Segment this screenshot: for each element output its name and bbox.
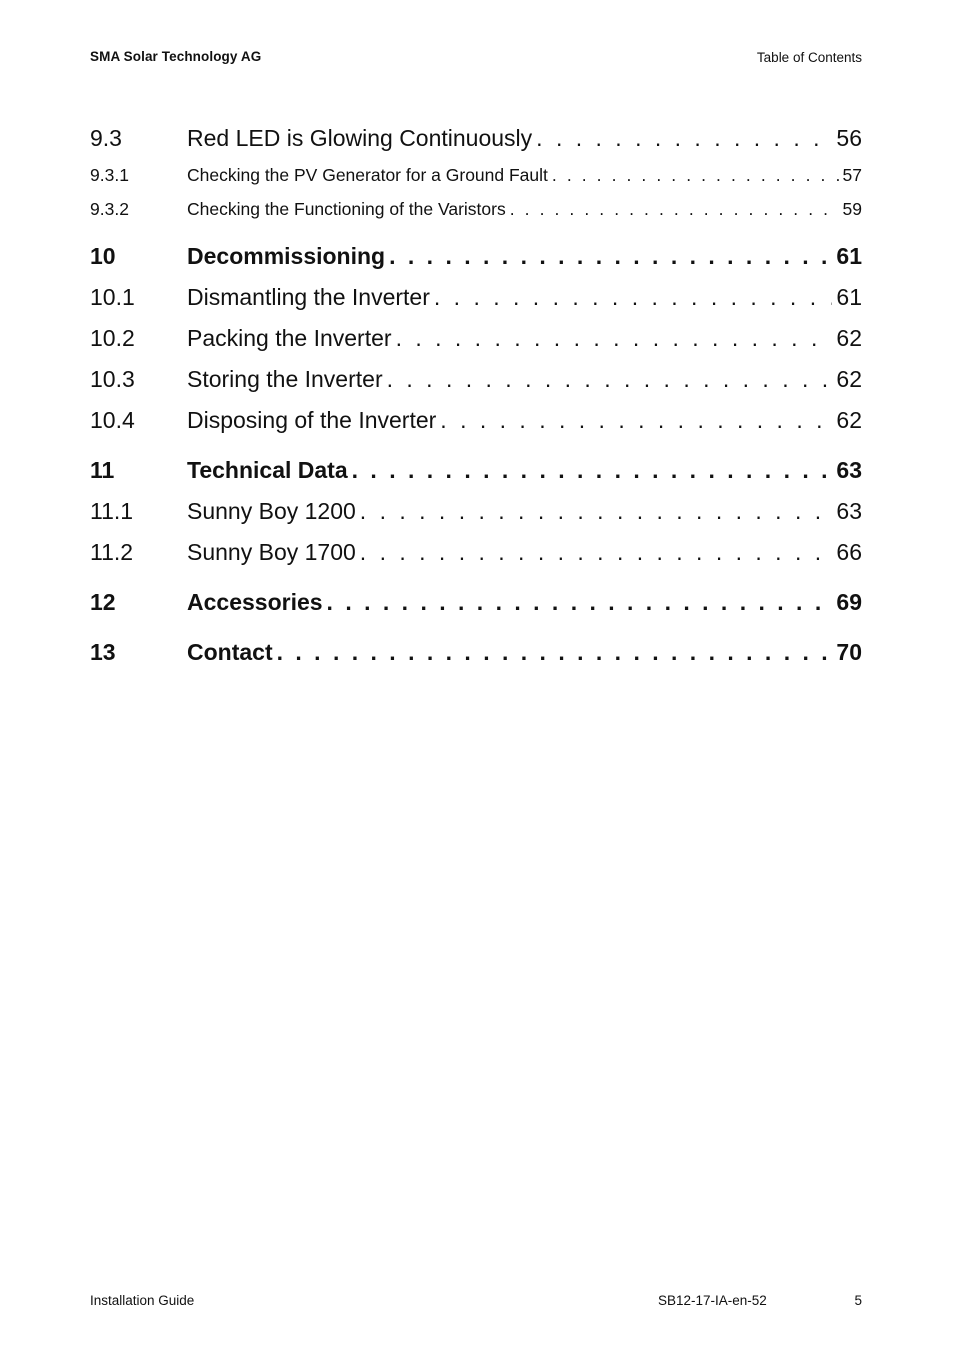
toc-title: Red LED is Glowing Continuously [187,125,533,151]
toc-title: Packing the Inverter [187,325,392,351]
footer-doc-type: Installation Guide [90,1293,195,1308]
toc-entry-11-2[interactable] [90,539,862,566]
toc-entry-10-1[interactable] [90,284,862,311]
toc-title: Storing the Inverter [187,366,383,392]
toc-title: Checking the Functioning of the Varistors [187,199,506,219]
toc-title: Disposing of the Inverter [187,407,437,433]
toc-entry-10[interactable] [90,243,862,270]
toc-entry-13[interactable] [90,639,862,666]
header-section: Table of Contents [756,50,862,65]
toc-leader-dots [436,407,832,434]
toc-entry-10-3[interactable] [90,366,862,393]
toc-number: 12 [90,589,116,615]
footer-doc-code: SB12-17-IA-en-52 [658,1293,767,1308]
toc-number: 9.3.1 [90,165,129,185]
toc-number: 11.1 [90,498,134,524]
toc-page: 62 [836,407,862,433]
toc-leader-dots [356,498,833,525]
toc-page: 61 [836,243,862,269]
toc-leader-dots [383,366,833,393]
toc-number: 10.3 [90,366,135,392]
toc-leader-dots [532,125,832,152]
toc-leader-dots [430,284,833,311]
toc-title: Dismantling the Inverter [187,284,430,310]
toc-entry-9-3-2[interactable] [90,199,862,220]
toc-page: 61 [836,284,862,310]
toc-number: 10.2 [90,325,135,351]
toc-title: Decommissioning [187,243,386,269]
toc-page: 70 [836,639,862,665]
toc-page: 59 [842,199,862,219]
toc-page: 62 [836,366,862,392]
toc-leader-dots [392,325,833,352]
toc-title: Contact [187,639,273,665]
toc-page: 62 [836,325,862,351]
toc-leader-dots [506,199,839,220]
footer-page-number: 5 [854,1293,862,1308]
toc-leader-dots [273,639,833,666]
toc-leader-dots [385,243,832,270]
toc-number: 10 [90,243,116,269]
toc-entry-11-1[interactable] [90,498,862,525]
toc-entry-9-3[interactable] [90,125,862,152]
toc-number: 11.2 [90,539,134,565]
toc-entry-10-2[interactable] [90,325,862,352]
toc-leader-dots [323,589,833,616]
toc-number: 10.1 [90,284,135,310]
toc-page: 69 [836,589,862,615]
toc-entry-9-3-1[interactable] [90,165,862,186]
toc-number: 10.4 [90,407,135,433]
toc-title: Accessories [187,589,323,615]
toc-page: 56 [836,125,862,151]
toc-title: Sunny Boy 1700 [187,539,356,565]
toc-title: Technical Data [187,457,348,483]
toc-title: Sunny Boy 1200 [187,498,356,524]
toc-number: 13 [90,639,116,665]
toc-page: 57 [842,165,862,185]
toc-number: 9.3 [90,125,122,151]
toc-number: 9.3.2 [90,199,129,219]
toc-entry-11[interactable] [90,457,862,484]
toc-entry-10-4[interactable] [90,407,862,434]
toc-leader-dots [356,539,833,566]
toc-page: 63 [836,457,862,483]
header-company: SMA Solar Technology AG [90,49,262,64]
toc-leader-dots [548,165,839,186]
toc-entry-12[interactable] [90,589,862,616]
toc-page: 66 [836,539,862,565]
toc-page: 63 [836,498,862,524]
toc-title: Checking the PV Generator for a Ground Fault [187,165,548,185]
toc-number: 11 [90,457,115,483]
toc-leader-dots [348,457,833,484]
